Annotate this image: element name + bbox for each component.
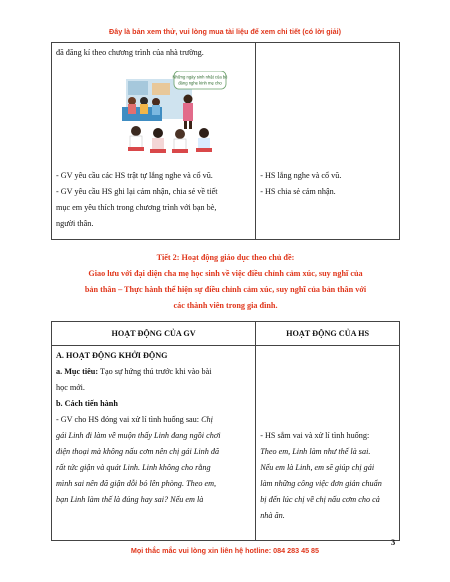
hs-line-1: - HS lắng nghe và cổ vũ. <box>260 171 342 180</box>
page-number: 3 <box>391 537 396 547</box>
preview-banner: Đây là bản xem thử, vui lòng mua tài liệu để xem chi tiết (có lời giải) <box>109 27 341 36</box>
section-title: Tiết 2: Hoạt động giáo dục theo chủ đề: <box>156 253 295 262</box>
section-a-heading: A. HOẠT ĐỘNG KHỞI ĐỘNG <box>56 351 168 360</box>
hs-response-line-6: nhà ăn. <box>260 511 285 520</box>
gv-line-1: - GV yêu cầu các HS trật tự lắng nghe và cổ vũ. <box>56 171 213 180</box>
section-line-1: Giao lưu với đại diện cha mẹ học sinh về việc điều chỉnh cảm xúc, suy nghĩ của <box>88 269 363 278</box>
hs-response-line-4: làm những công việc đơn giản chuẩn <box>260 479 382 488</box>
method-heading: b. Cách tiến hành <box>56 399 118 408</box>
activity-table-2 <box>51 321 400 541</box>
hs-response-line-2: Theo em, Linh làm như thế là sai. <box>260 447 371 456</box>
gv-line-4: người thân. <box>56 219 94 228</box>
header-student: HOẠT ĐỘNG CỦA HS <box>256 322 400 346</box>
classroom-illustration <box>118 71 228 153</box>
situation-line-1: - GV cho HS đóng vai xử lí tình huống sau: Chị <box>56 415 213 424</box>
section-line-2: bản thân – Thực hành thể hiện sự điều chỉnh cảm xúc, suy nghĩ của bản thân với <box>84 285 367 294</box>
goal-line-2: học mới. <box>56 383 85 392</box>
gv-line-2: - GV yêu cầu HS ghi lại cảm nhận, chia sẻ về tiết <box>56 187 218 196</box>
activity-table-1 <box>51 42 400 240</box>
hs-line-2: - HS chia sẻ cảm nhận. <box>260 187 336 196</box>
hs-response-line-3: Nếu em là Linh, em sẽ giúp chị gái <box>260 463 375 472</box>
hotline-footer: Mọi thắc mắc vui lòng xin liên hệ hotline: 084 283 45 85 <box>130 546 320 555</box>
situation-line-5: mình sai nên đã giận dỗi bỏ lên phòng. Theo em, <box>56 479 217 488</box>
registered-line: đã đăng kí theo chương trình của nhà trường. <box>56 48 204 57</box>
teacher-activity-cell-2 <box>52 346 256 541</box>
situation-line-2: gái Linh đi làm về muộn thấy Linh đang ngồi chơi <box>56 431 221 440</box>
bubble-line-2: đáng nghe kinh mẹ cho <box>178 80 222 86</box>
situation-line-4: rất tức giận và quát Linh. Linh không cho rằng <box>56 463 211 472</box>
student-activity-cell <box>256 43 400 240</box>
header-teacher: HOẠT ĐỘNG CỦA GV <box>52 322 256 346</box>
situation-line-3: điện thoại mà không nấu cơm nên chị gái Linh đã <box>56 447 220 456</box>
situation-line-6: bạn Linh làm thế là đúng hay sai? Nếu em là <box>56 495 204 504</box>
hs-response-line-1: - HS sắm vai và xử lí tình huống: <box>260 431 370 440</box>
gv-line-3: mục em yêu thích trong chương trình với bạn bè, <box>56 203 217 212</box>
teacher-activity-cell <box>52 43 256 240</box>
hs-response-line-5: bị đến lúc chị về chị nấu cơm cho cả <box>260 495 380 504</box>
bubble-line-1: Những ngày sinh nhật của bé <box>172 74 228 80</box>
section-line-3: các thành viên trong gia đình. <box>173 301 278 310</box>
student-activity-cell-2 <box>256 346 400 541</box>
goal-line-1: a. Mục tiêu: Tạo sự hứng thú trước khi vào bài <box>56 367 212 376</box>
